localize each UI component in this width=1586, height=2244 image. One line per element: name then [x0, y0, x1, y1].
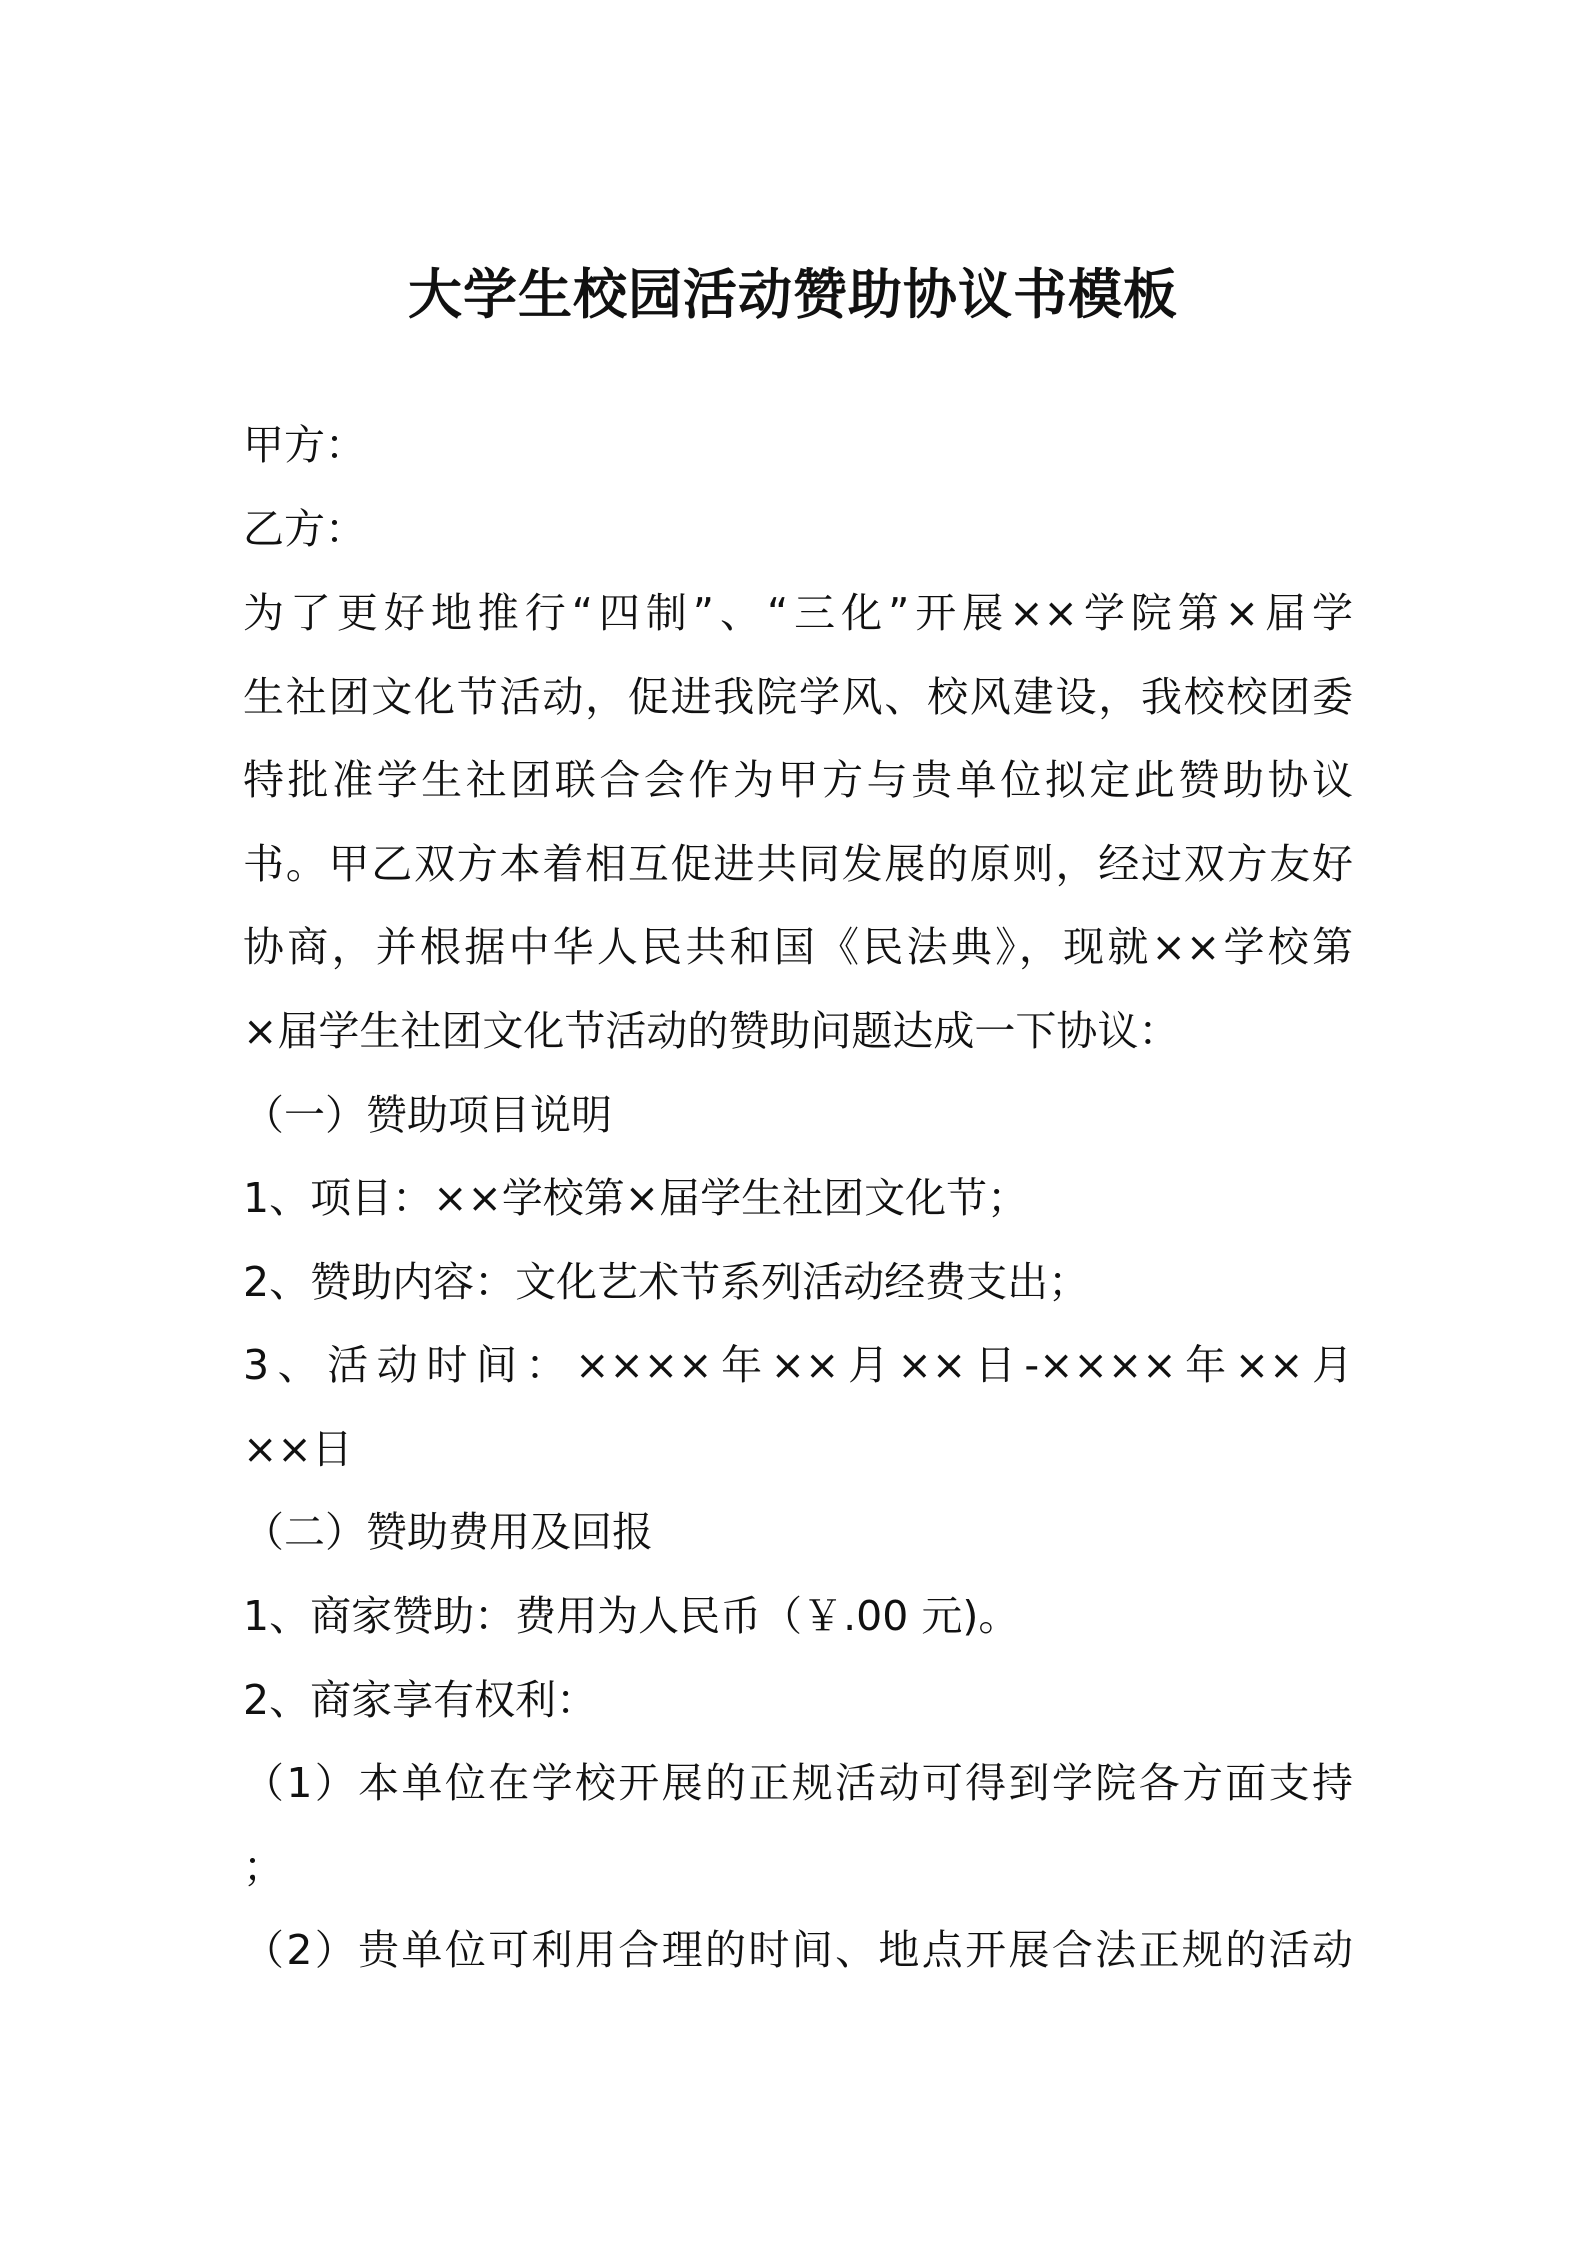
document-title: 大学生校园活动赞助协议书模板	[408, 263, 1178, 326]
intro-line: ×届学生社团文化节活动的赞助问题达成一下协议：	[243, 1007, 1180, 1055]
list-item: ××日	[243, 1425, 353, 1473]
list-item: 3、活动时间：××××年××月××日-××××年××月	[243, 1341, 1353, 1389]
list-item: （2）贵单位可利用合理的时间、地点开展合法正规的活动	[243, 1926, 1353, 1974]
list-item: 2、赞助内容：文化艺术节系列活动经费支出；	[243, 1258, 1090, 1306]
list-item: 2、商家享有权利：	[243, 1676, 598, 1724]
party-b-label: 乙方：	[243, 505, 366, 553]
intro-line: 特批准学生社团联合会作为甲方与贵单位拟定此赞助协议	[243, 756, 1353, 804]
section-heading-sponsorship-fees: （二）赞助费用及回报	[243, 1508, 653, 1556]
section-heading-sponsorship-items: （一）赞助项目说明	[243, 1091, 612, 1139]
list-item: ；	[243, 1843, 284, 1891]
list-item: 1、商家赞助：费用为人民币（￥.00 元)。	[243, 1592, 1020, 1640]
intro-line: 书。甲乙双方本着相互促进共同发展的原则，经过双方友好	[243, 840, 1353, 888]
party-a-label: 甲方：	[243, 421, 366, 469]
list-item: （1）本单位在学校开展的正规活动可得到学院各方面支持	[243, 1759, 1353, 1807]
list-item: 1、项目：××学校第×届学生社团文化节；	[243, 1174, 1029, 1222]
intro-line: 为了更好地推行“四制”、“三化”开展××学院第×届学	[243, 589, 1353, 637]
intro-line: 协商，并根据中华人民共和国《民法典》，现就××学校第	[243, 923, 1353, 971]
intro-line: 生社团文化节活动，促进我院学风、校风建设，我校校团委	[243, 673, 1353, 721]
